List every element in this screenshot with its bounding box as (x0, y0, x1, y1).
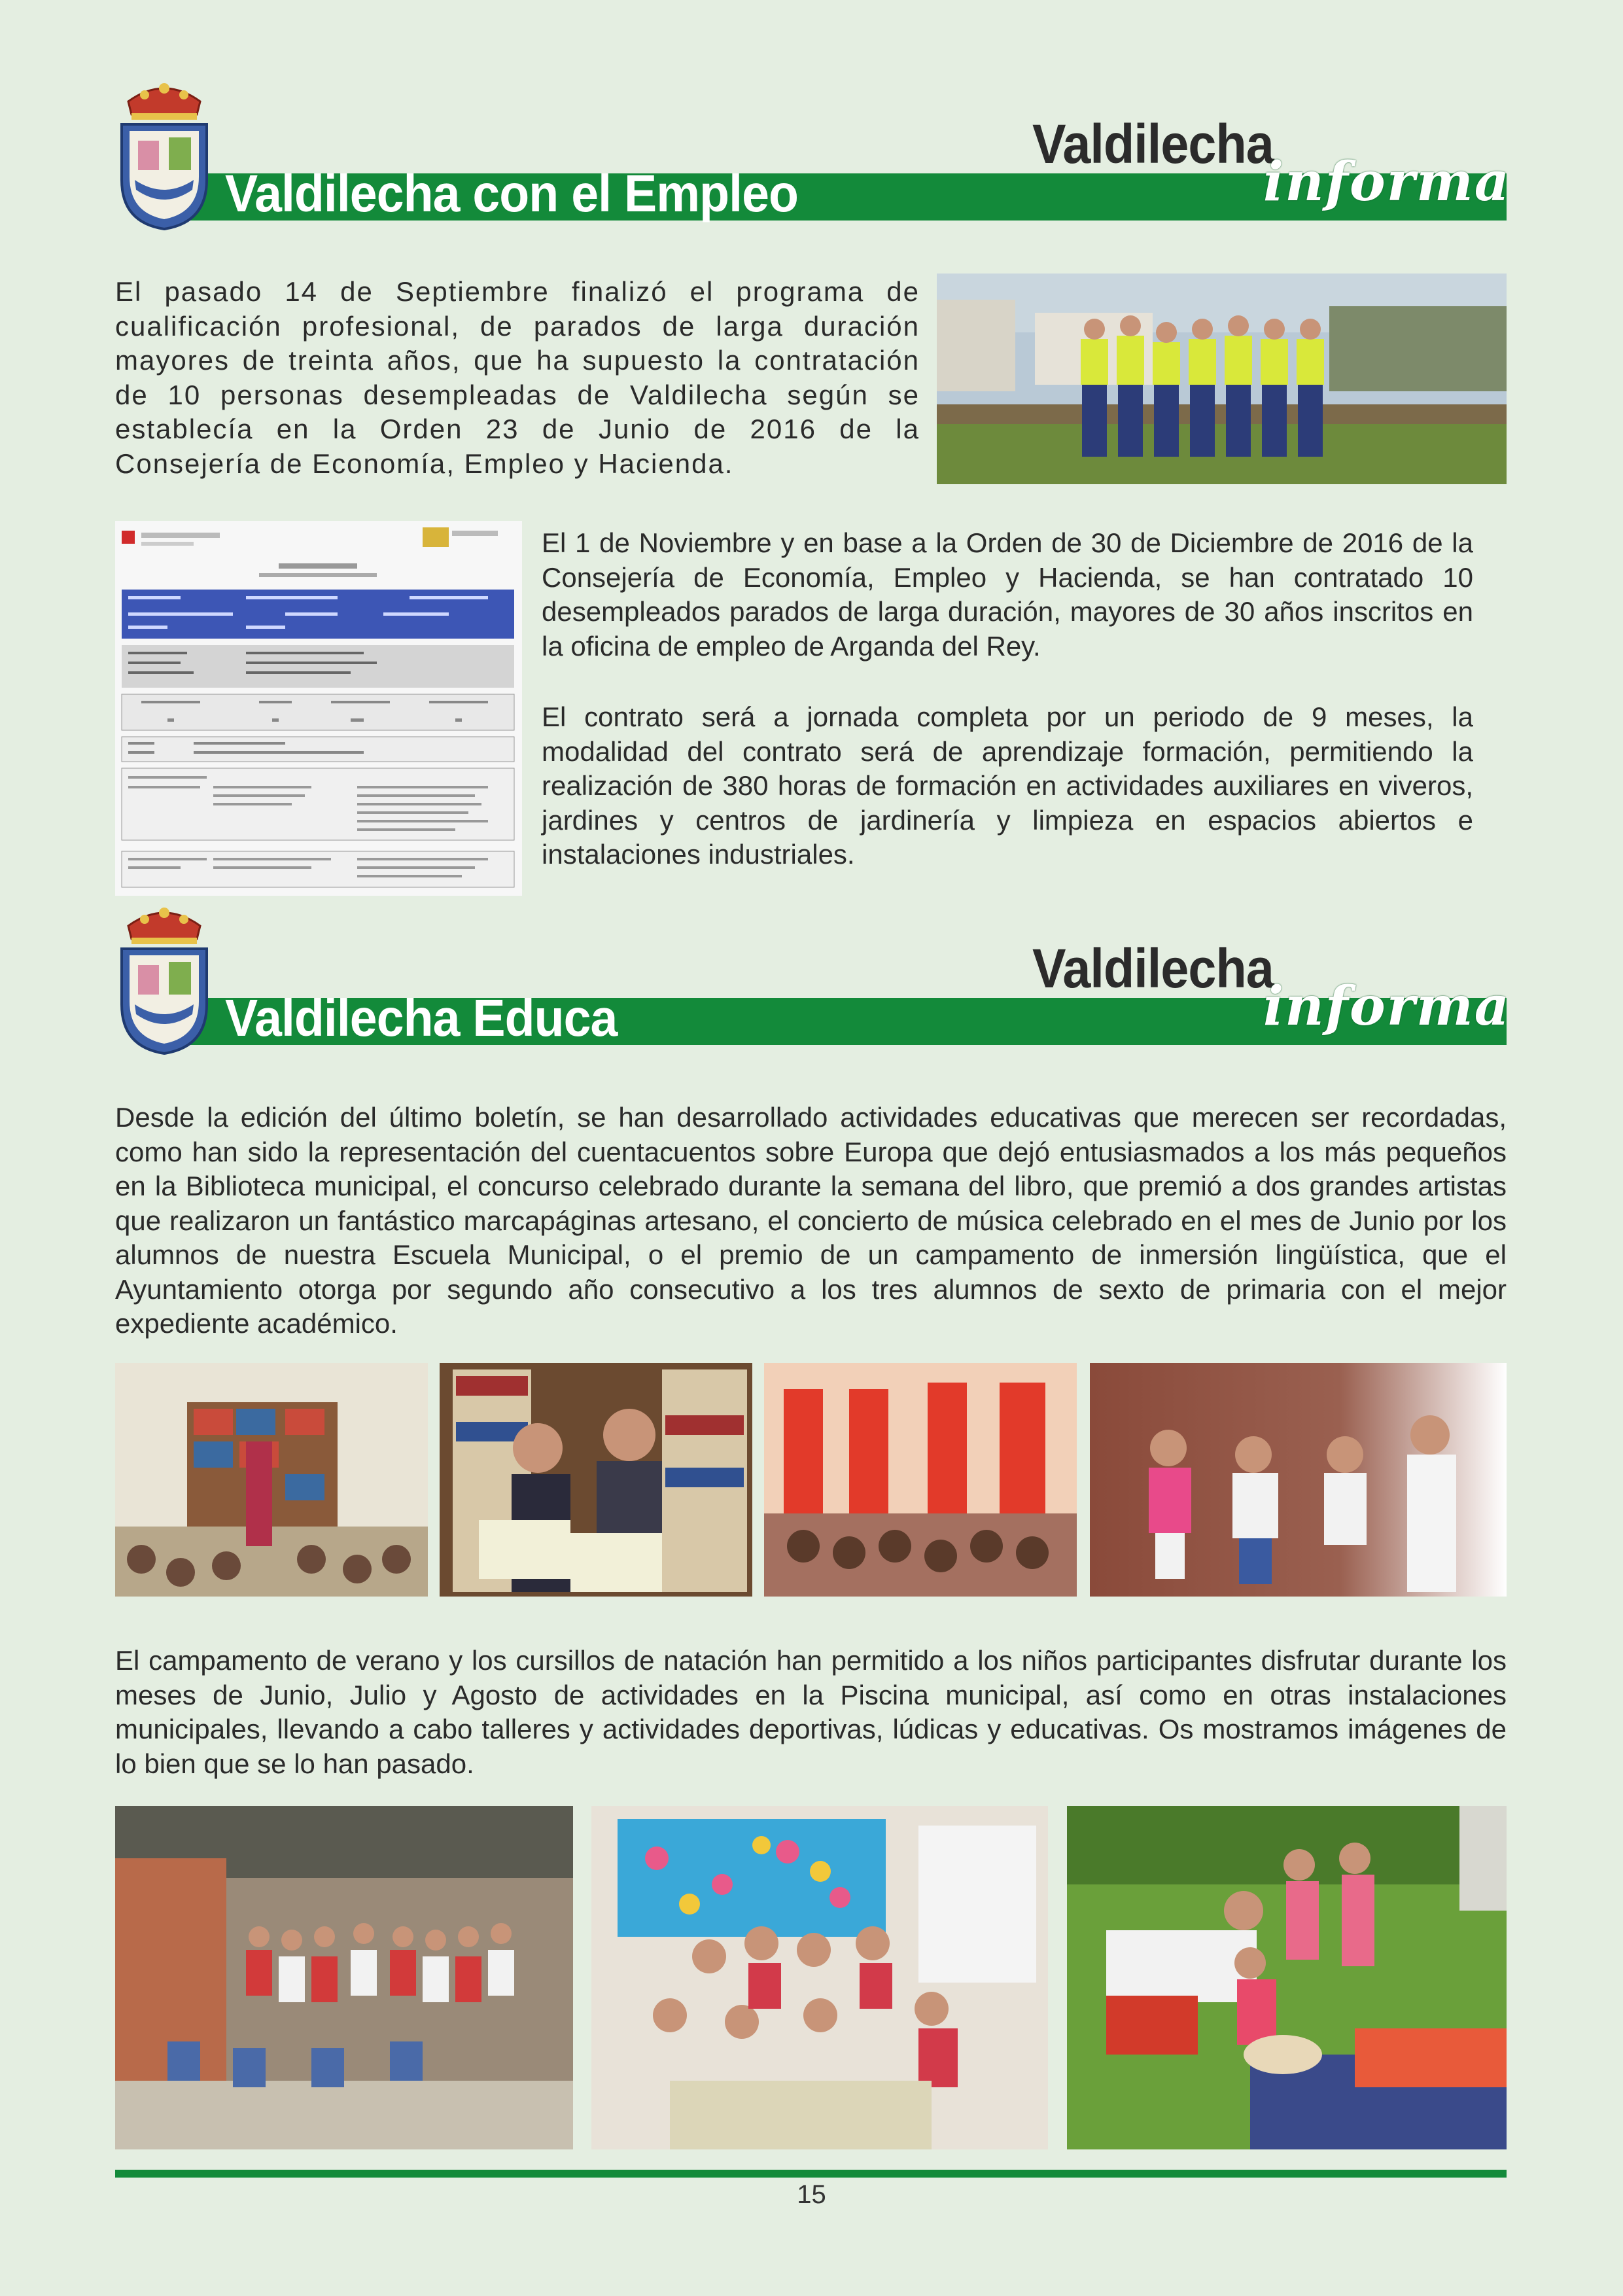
music-concert-photo (764, 1363, 1077, 1597)
section-title: Valdilecha Educa (225, 989, 618, 1047)
empleo-paragraph-2: El 1 de Noviembre y en base a la Orden de 30 de Diciembre de 2016 de la Consejería de Economía, Empleo y Hacienda, se han contratado 10 desempleados parados de larga duración, mayores de 30 años inscritos en la oficina de empleo de Arganda del Rey. (542, 527, 1473, 662)
municipal-crest-icon (115, 75, 213, 232)
municipal-crest-icon (115, 900, 213, 1057)
bookmark-contest-winners-photo (440, 1363, 752, 1597)
academic-award-students-photo (1090, 1363, 1507, 1597)
educa-paragraph-1: Desde la edición del último boletín, se han desarrollado actividades educativas que merecen ser recordadas, como han sido la representación del cuentacuentos sobre Europa que dejó entusiasmados a los más pequeños en la Biblioteca municipal, el concurso celebrado durante la semana del libro, que premió a dos grandes artistas que realizaron un fantástico marcapáginas artesano, el concierto de música celebrado en el mes de Junio por los alumnos de nuestra Escuela Municipal, o el premio de un campamento de inmersión lingüística, que el Ayuntamiento otorga por segundo año consecutivo a los tres alumnos de sexto de primaria con el mejor expediente académico. (115, 1102, 1507, 1339)
summer-camp-group-photo (115, 1806, 573, 2149)
subsidy-document-scan (115, 521, 522, 896)
workers-group-photo (937, 274, 1507, 484)
brand-script: informa (1263, 975, 1510, 1038)
empleo-paragraph-3: El contrato será a jornada completa por un periodo de 9 meses, la modalidad del contrato será de aprendizaje formación, permitiendo la realización de 380 horas de formación en actividades auxiliares en viveros, jardines y centros de jardinería y limpieza en espacios abiertos e instalaciones industriales. (542, 701, 1473, 870)
educa-paragraph-2: El campamento de verano y los cursillos de natación han permitido a los niños participantes disfrutar durante los meses de Junio, Julio y Agosto de actividades en la Piscina municipal, así como en otras instalaciones municipales, llevando a cabo talleres y actividades deportivas, lúdicas y educativas. Os mostramos imágenes de lo bien que se lo han pasado. (115, 1645, 1507, 1779)
camp-workshop-children-photo (591, 1806, 1048, 2149)
section-title: Valdilecha con el Empleo (225, 164, 798, 222)
brand-name: Valdilecha (1032, 938, 1274, 999)
page-number: 15 (797, 2180, 826, 2209)
footer-divider (115, 2170, 1507, 2178)
storytelling-library-photo (115, 1363, 428, 1597)
brand-script: informa (1263, 150, 1510, 213)
brand-name: Valdilecha (1032, 113, 1274, 175)
empleo-paragraph-1: El pasado 14 de Septiembre finalizó el programa de cualificación profesional, de parados de larga duración mayores de treinta años, que ha supuesto la contratación de 10 personas desempleadas de Valdilecha según se establecía en la Orden 23 de Junio de 2016 de la Consejería de Economía, Empleo y Hacienda. (115, 276, 920, 479)
swimming-pool-first-aid-photo (1067, 1806, 1507, 2149)
section-header-educa (115, 936, 1510, 1093)
section-header-empleo (115, 111, 1510, 268)
